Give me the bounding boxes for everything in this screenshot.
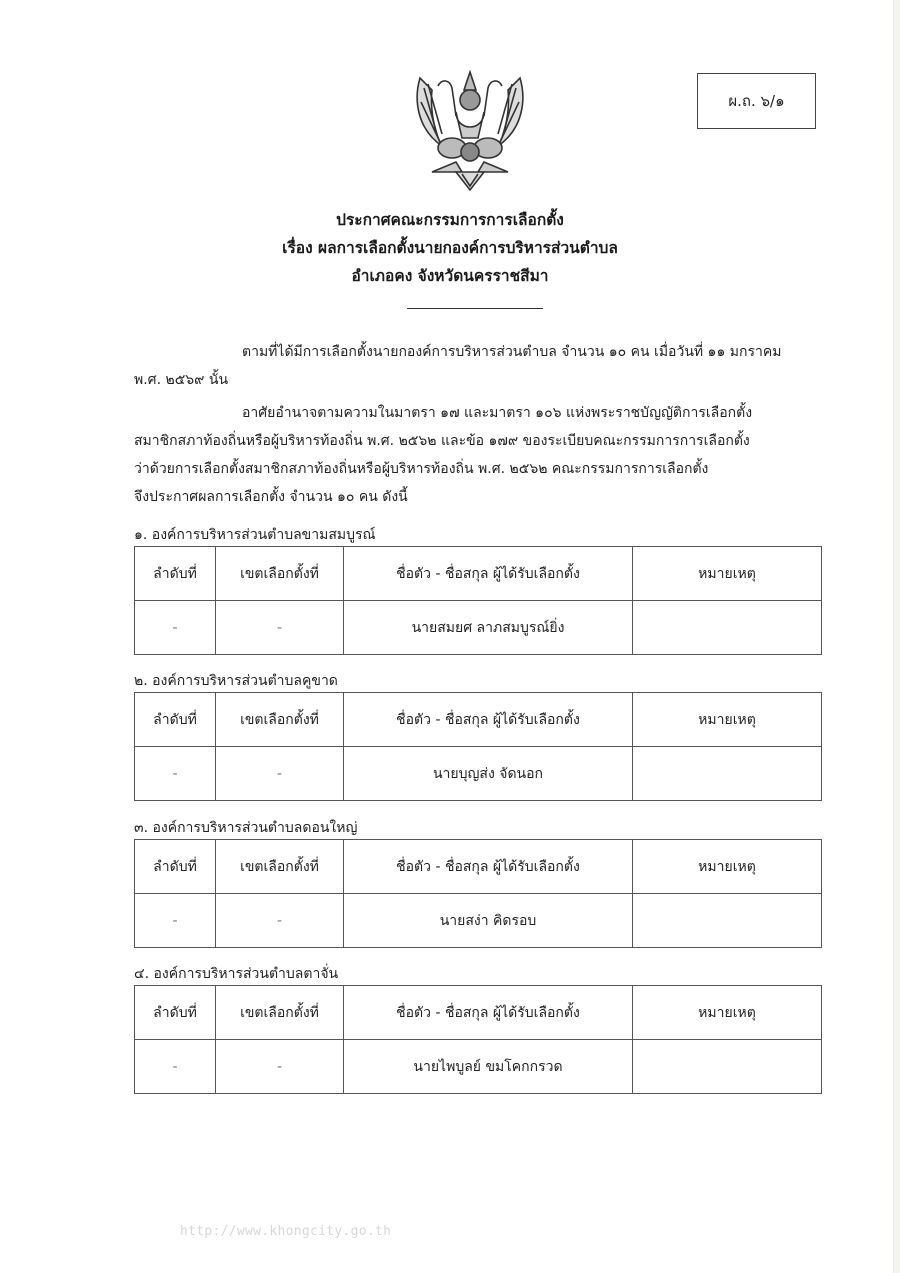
cell-remark (633, 1040, 822, 1094)
heading-line-1: ประกาศคณะกรรมการการเลือกตั้ง (336, 211, 564, 229)
paragraph-2-line-3: ว่าด้วยการเลือกตั้งสมาชิกสภาท้องถิ่นหรือผู้บริหารท้องถิ่น พ.ศ. ๒๕๖๒ คณะกรรมการการเลือกตั้ง (134, 461, 709, 477)
cell-district: - (216, 747, 344, 801)
form-code: ผ.ถ. ๖/๑ (728, 92, 785, 110)
footer-watermark-url: http://www.khongcity.go.th (180, 1224, 392, 1239)
section-title-1: ๑. องค์การบริหารส่วนตำบลขามสมบูรณ์ (134, 527, 376, 543)
cell-name: นายบุญส่ง จัดนอก (344, 747, 633, 801)
header-order: ลำดับที่ (135, 986, 216, 1040)
header-order: ลำดับที่ (135, 547, 216, 601)
cell-order: - (135, 894, 216, 948)
cell-order: - (135, 601, 216, 655)
header-remark: หมายเหตุ (633, 693, 822, 747)
result-table-1 (134, 546, 822, 655)
cell-remark (633, 601, 822, 655)
table-row (135, 747, 822, 801)
header-order: ลำดับที่ (135, 693, 216, 747)
header-remark: หมายเหตุ (633, 840, 822, 894)
header-district: เขตเลือกตั้งที่ (216, 986, 344, 1040)
section-title-3: ๓. องค์การบริหารส่วนตำบลดอนใหญ่ (134, 820, 358, 836)
cell-district: - (216, 601, 344, 655)
table-header-row (135, 693, 822, 747)
cell-district: - (216, 894, 344, 948)
cell-order: - (135, 747, 216, 801)
table-row (135, 1040, 822, 1094)
page-edge (893, 0, 900, 1273)
cell-remark (633, 747, 822, 801)
header-name: ชื่อตัว - ชื่อสกุล ผู้ได้รับเลือกตั้ง (344, 840, 633, 894)
cell-order: - (135, 1040, 216, 1094)
table-header-row (135, 986, 822, 1040)
result-table-4 (134, 985, 822, 1094)
table-row (135, 601, 822, 655)
paragraph-1-line-1: ตามที่ได้มีการเลือกตั้งนายกองค์การบริหารส่วนตำบล จำนวน ๑๐ คน เมื่อวันที่ ๑๑ มกราคม (242, 344, 782, 360)
header-district: เขตเลือกตั้งที่ (216, 547, 344, 601)
section-title-4: ๔. องค์การบริหารส่วนตำบลตาจั่น (134, 966, 339, 982)
heading-line-3: อำเภอคง จังหวัดนครราชสีมา (351, 267, 549, 285)
result-table-2 (134, 692, 822, 801)
cell-name: นายไพบูลย์ ขมโคกกรวด (344, 1040, 633, 1094)
table-header-row (135, 547, 822, 601)
header-district: เขตเลือกตั้งที่ (216, 693, 344, 747)
cell-district: - (216, 1040, 344, 1094)
cell-remark (633, 894, 822, 948)
section-title-2: ๒. องค์การบริหารส่วนตำบลคูขาด (134, 673, 338, 689)
form-code-box (697, 73, 816, 129)
paragraph-2-line-2: สมาชิกสภาท้องถิ่นหรือผู้บริหารท้องถิ่น พ.ศ. ๒๕๖๒ และข้อ ๑๗๙ ของระเบียบคณะกรรมการการเลือกตั้ง (134, 433, 750, 449)
cell-name: นายสง่า คิดรอบ (344, 894, 633, 948)
header-name: ชื่อตัว - ชื่อสกุล ผู้ได้รับเลือกตั้ง (344, 986, 633, 1040)
heading-divider (407, 308, 543, 309)
paragraph-1-line-2: พ.ศ. ๒๕๖๙ นั้น (134, 372, 229, 388)
garuda-emblem-icon (412, 68, 528, 192)
paragraph-2-line-1: อาศัยอำนาจตามความในมาตรา ๑๗ และมาตรา ๑๐๖ แห่งพระราชบัญญัติการเลือกตั้ง (242, 405, 753, 421)
result-table-3 (134, 839, 822, 948)
heading-line-2: เรื่อง ผลการเลือกตั้งนายกองค์การบริหารส่วนตำบล (282, 239, 618, 257)
cell-name: นายสมยศ ลาภสมบูรณ์ยิ่ง (344, 601, 633, 655)
header-name: ชื่อตัว - ชื่อสกุล ผู้ได้รับเลือกตั้ง (344, 547, 633, 601)
table-header-row (135, 840, 822, 894)
paragraph-2-line-4: จึงประกาศผลการเลือกตั้ง จำนวน ๑๐ คน ดังนี้ (134, 489, 408, 505)
header-remark: หมายเหตุ (633, 547, 822, 601)
header-order: ลำดับที่ (135, 840, 216, 894)
header-name: ชื่อตัว - ชื่อสกุล ผู้ได้รับเลือกตั้ง (344, 693, 633, 747)
header-district: เขตเลือกตั้งที่ (216, 840, 344, 894)
header-remark: หมายเหตุ (633, 986, 822, 1040)
table-row (135, 894, 822, 948)
